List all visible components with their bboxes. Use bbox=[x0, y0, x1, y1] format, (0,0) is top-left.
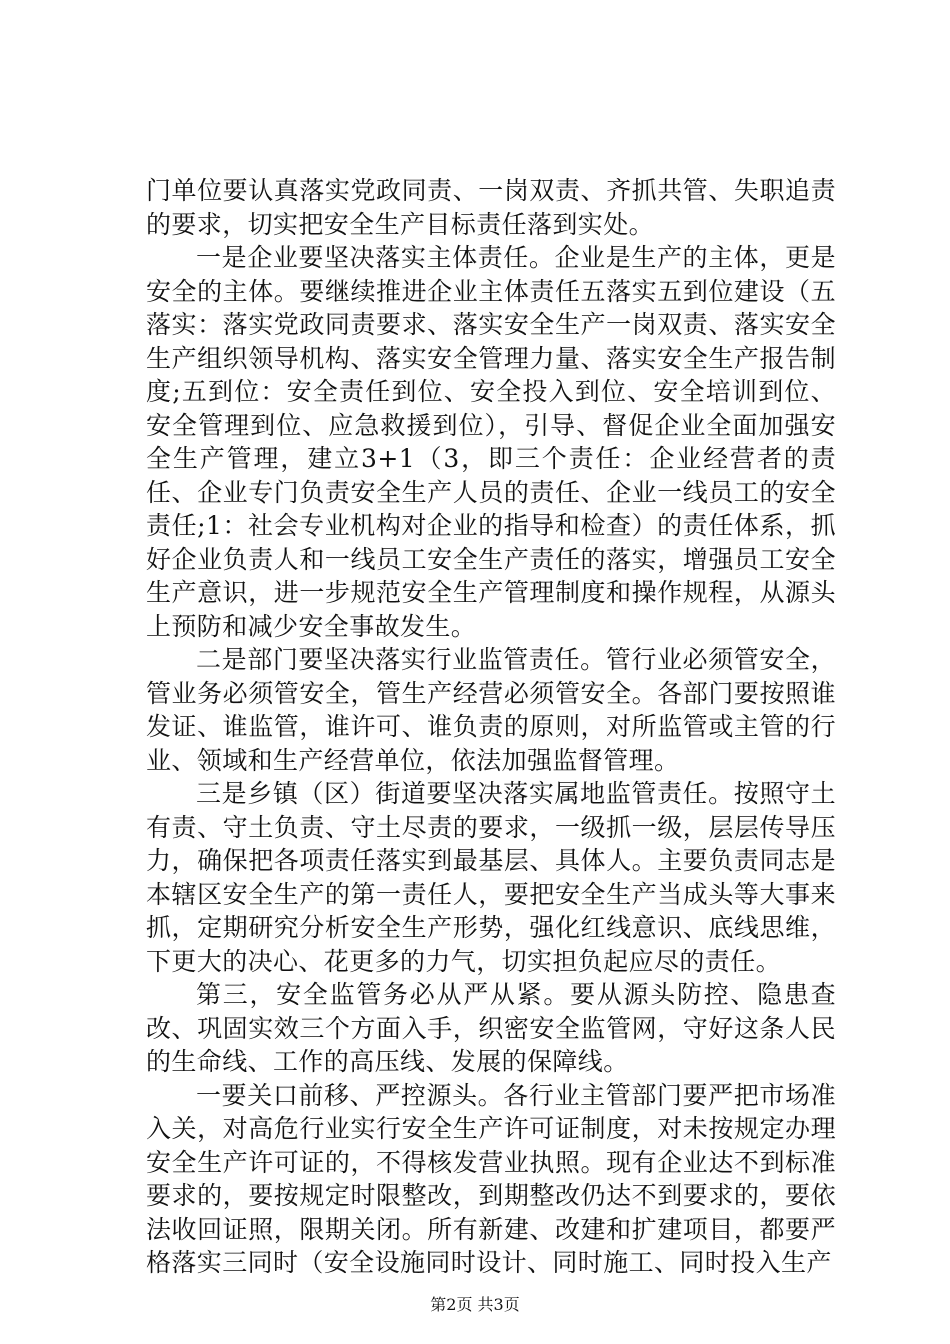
paragraph-1: 门单位要认真落实党政同责、一岗双责、齐抓共管、失职追责的要求，切实把安全生产目标责任落到实处。 bbox=[146, 176, 836, 239]
page-footer: 第2页 共3页 bbox=[430, 1295, 520, 1314]
paragraph-2: 一是企业要坚决落实主体责任。企业是生产的主体，更是安全的主体。要继续推进企业主体责任五落实五到位建设（五落实：落实党政同责要求、落实安全生产一岗双责、落实安全生产组织领导机构、落实安全管理力量、落实安全生产报告制度;五到位：安全责任到位、安全投入到位、安全培训到位、安全管理到位、应急救援到位），引导、督促企业全面加强安全生产管理，建立3+1（3，即三个责任：企业经营者的责任、企业专门负责安全生产人员的责任、企业一线员工的安全责任;1：社会专业机构对企业的指导和检查）的责任体系，抓好企业负责人和一线员工安全生产责任的落实，增强员工安全生产意识，进一步规范安全生产管理制度和操作规程，从源头上预防和减少安全事故发生。 bbox=[146, 243, 836, 641]
paragraph-5: 第三，安全监管务必从严从紧。要从源头防控、隐患查改、巩固实效三个方面入手，织密安全监管网，守好这条人民的生命线、工作的高压线、发展的保障线。 bbox=[146, 980, 836, 1076]
paragraph-6: 一要关口前移、严控源头。各行业主管部门要严把市场准入关，对高危行业实行安全生产许可证制度，对未按规定办理安全生产许可证的，不得核发营业执照。现有企业达不到标准要求的，要按规定时限整改，到期整改仍达不到要求的，要依法收回证照，限期关闭。所有新建、改建和扩建项目，都要严格落实三同时（安全设施同时设计、同时施工、同时投入生产 bbox=[146, 1080, 836, 1277]
paragraph-3: 二是部门要坚决落实行业监管责任。管行业必须管安全，管业务必须管安全，管生产经营必须管安全。各部门要按照谁发证、谁监管，谁许可、谁负责的原则，对所监管或主管的行业、领域和生产经营单位，依法加强监督管理。 bbox=[146, 645, 836, 775]
paragraph-4: 三是乡镇（区）街道要坚决落实属地监管责任。按照守土有责、守土负责、守土尽责的要求，一级抓一级，层层传导压力，确保把各项责任落实到最基层、具体人。主要负责同志是本辖区安全生产的第一责任人，要把安全生产当成头等大事来抓，定期研究分析安全生产形势，强化红线意识、底线思维，下更大的决心、花更多的力气，切实担负起应尽的责任。 bbox=[146, 779, 836, 976]
document-body bbox=[146, 174, 836, 1280]
